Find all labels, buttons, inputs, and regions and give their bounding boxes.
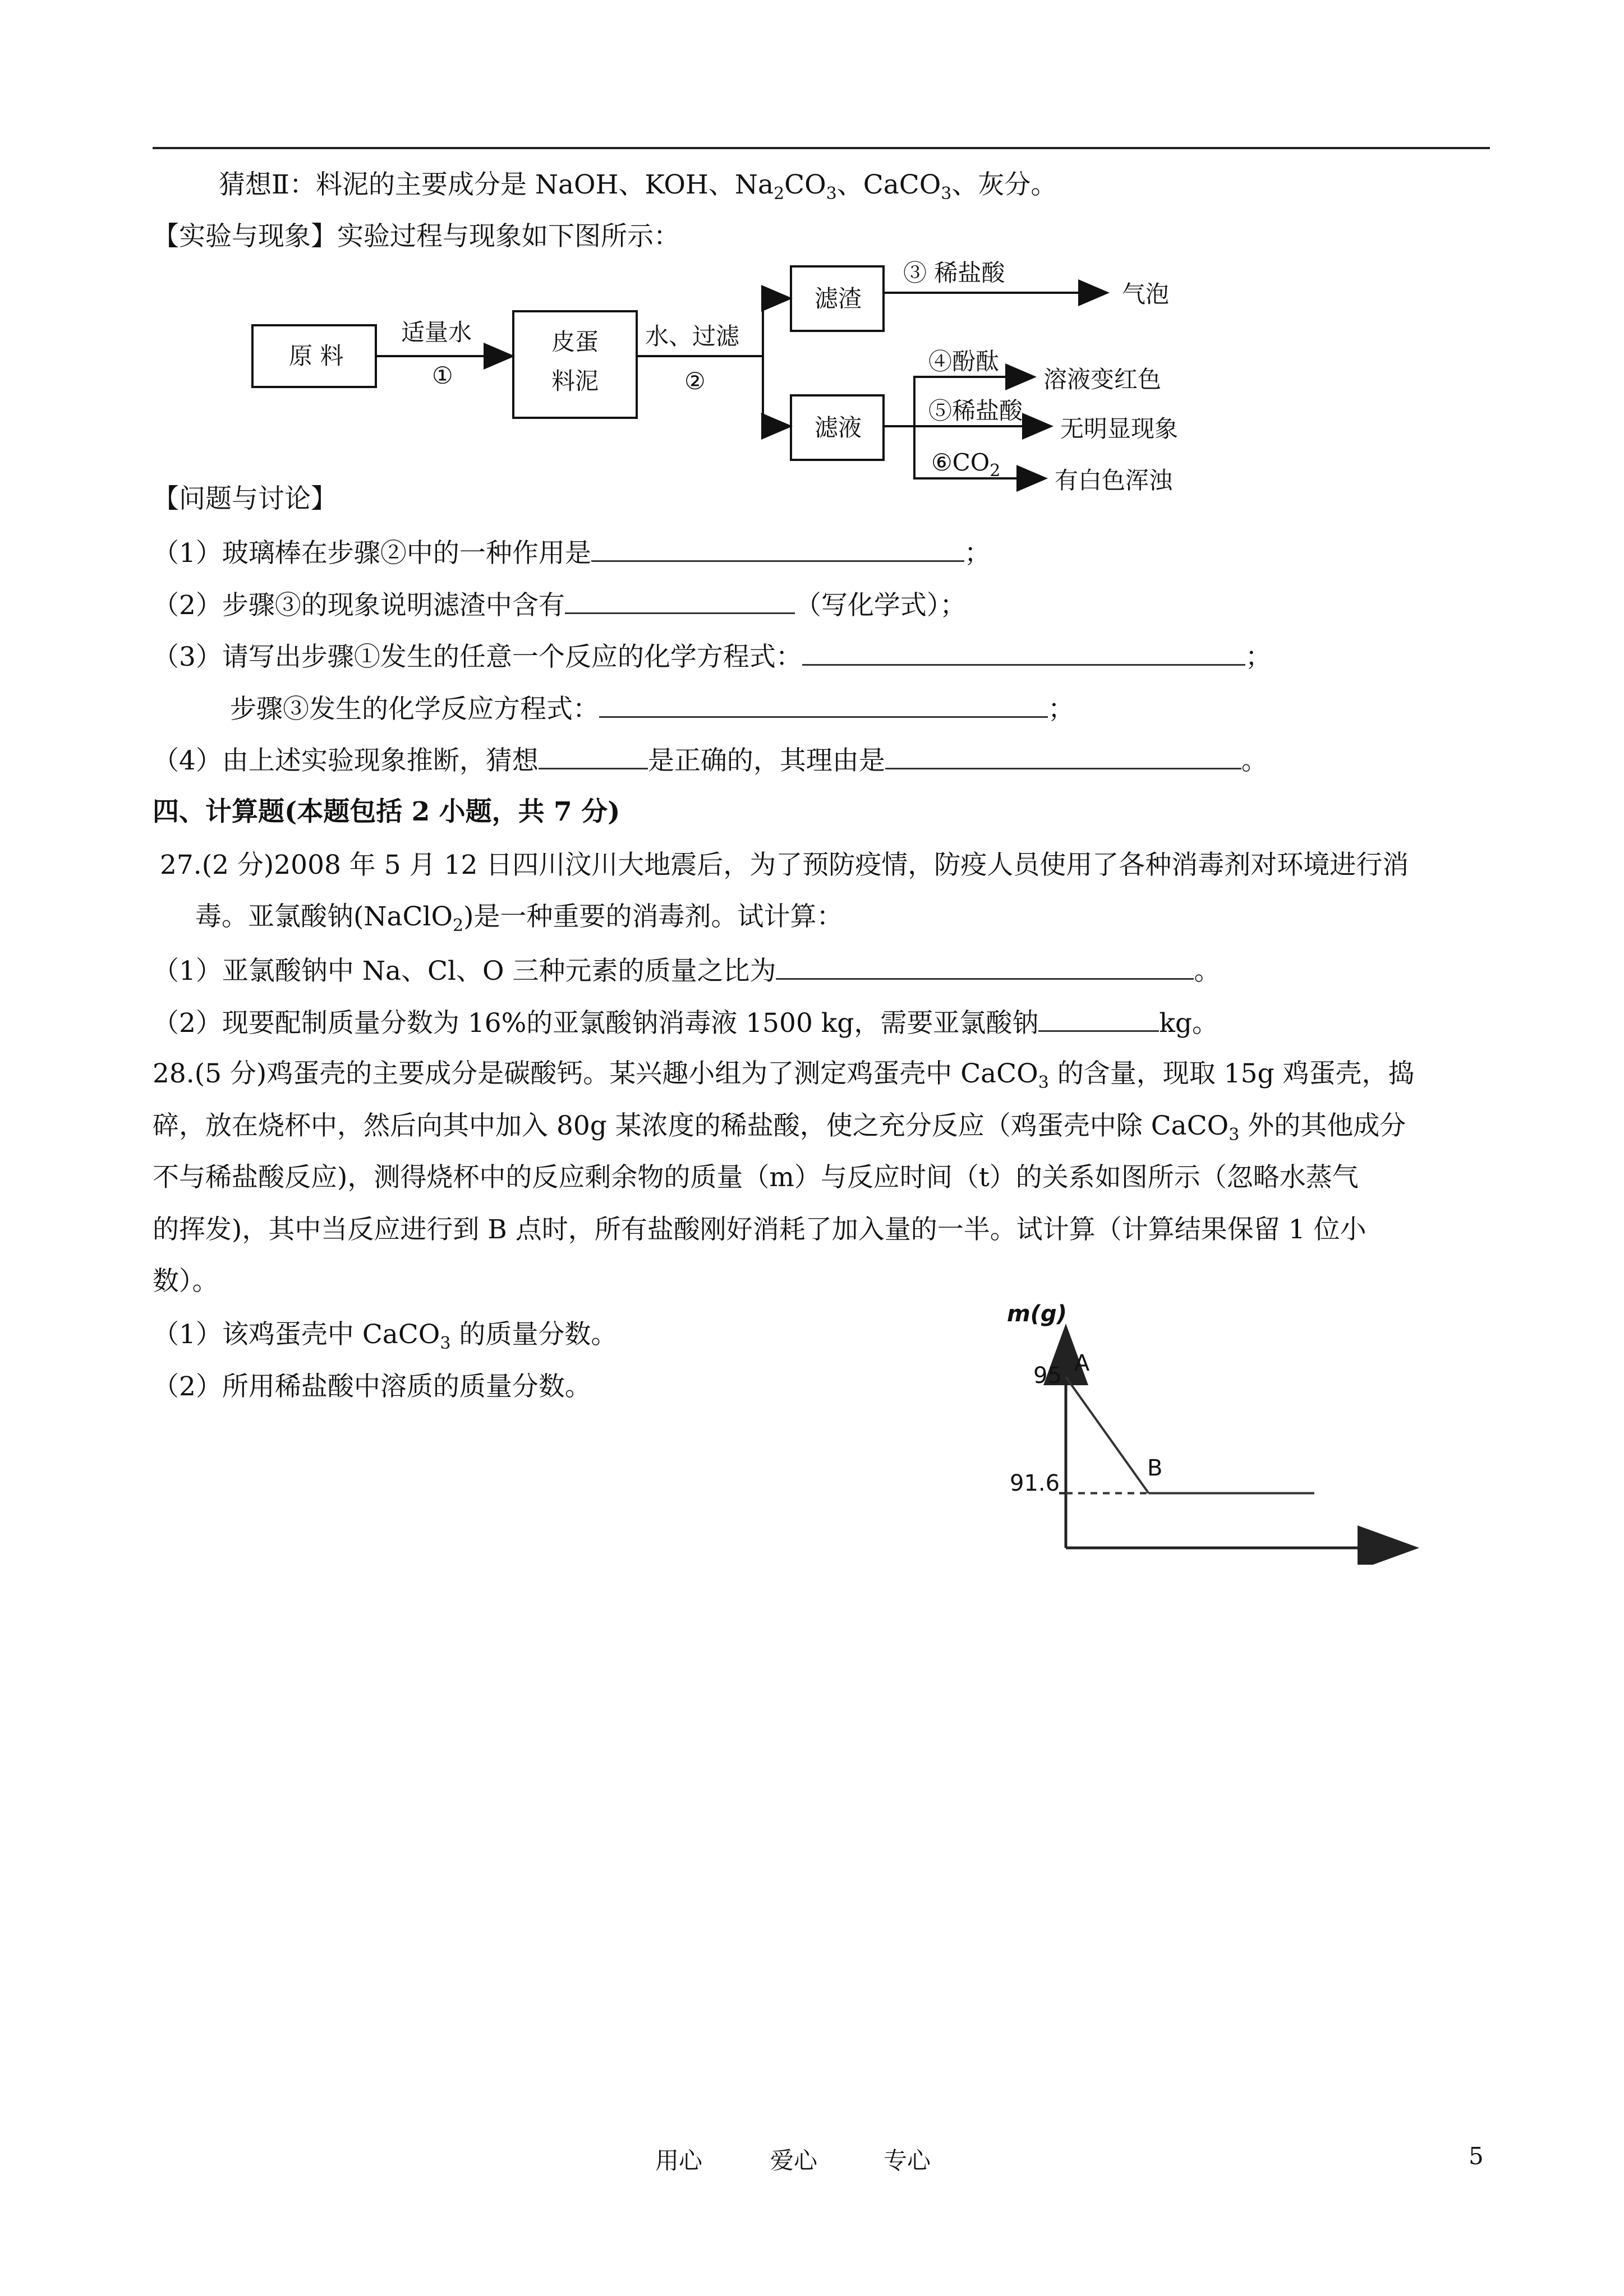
label-result5: 无明显现象 <box>1060 415 1179 442</box>
box-pidan <box>513 311 637 418</box>
question-2: （2）步骤③的现象说明滤渣中含有 （写化学式）； <box>153 588 966 623</box>
experiment-flowchart <box>247 258 1223 522</box>
conjecture-2: 猜想Ⅱ：料泥的主要成分是 NaOH、KOH、$Na_2CO_3$、CaCO$_3$、灰分。 <box>219 169 1057 204</box>
q27-part-1: （1）亚氯酸钠中 Na、Cl、O 三种元素的质量之比为 。 <box>153 953 1220 988</box>
point-label-b: B <box>1147 1455 1163 1481</box>
q28-line-2: 碎，放在烧杯中，然后向其中加入 80g 某浓度的稀盐酸，使之充分反应（鸡蛋壳中除 CaCO$_3$ 外的其他成分 <box>153 1110 1406 1145</box>
answer-blank-3[interactable] <box>802 639 1245 666</box>
q27-line-2: 毒。亚氯酸钠(NaClO$_2$)是一种重要的消毒剂。试计算： <box>195 901 843 935</box>
question-1: （1）玻璃棒在步骤②中的一种作用是 ； <box>153 536 991 570</box>
label-step2-num: ② <box>684 367 706 395</box>
q28-part-1: （1）该鸡蛋壳中 CaCO$_3$ 的质量分数。 <box>153 1319 618 1353</box>
label-filtrate: 滤液 <box>815 414 862 441</box>
answer-blank-2[interactable] <box>565 588 795 614</box>
discussion-heading: 【问题与讨论】 <box>153 483 337 514</box>
label-step6: $⑥CO_2$ <box>931 449 1001 481</box>
experiment-heading: 【实验与现象】实验过程与现象如下图所示： <box>153 221 680 252</box>
label-pidan-1: 皮蛋 <box>551 328 599 356</box>
q27-line-1: 27.(2 分)2008 年 5 月 12 日四川汶川大地震后，为了预防疫情，防疫人员使用了各种消毒剂对环境进行消 <box>160 850 1409 880</box>
answer-blank-4b[interactable] <box>885 743 1241 769</box>
header-rule <box>153 147 1490 149</box>
q28-line-3: 不与稀盐酸反应)，测得烧杯中的反应剩余物的质量（m）与反应时间（t）的关系如图所示（忽略水蒸气 <box>153 1162 1359 1193</box>
series-segment-0 <box>1066 1377 1149 1493</box>
question-3: （3）请写出步骤①发生的任意一个反应的化学方程式： ； <box>153 639 1272 674</box>
mass-time-graph <box>999 1301 1425 1565</box>
page-number: 5 <box>1469 2142 1484 2170</box>
label-result6: 有白色浑浊 <box>1055 467 1173 494</box>
tick-label-95: 95 <box>1033 1363 1062 1389</box>
label-result4: 溶液变红色 <box>1043 366 1162 393</box>
footer-motto-2: 爱心 <box>770 2147 818 2174</box>
label-step3: ③ 稀盐酸 <box>903 259 1005 287</box>
label-step5: ⑤稀盐酸 <box>928 397 1023 425</box>
label-step1-num: ① <box>432 362 453 389</box>
answer-blank-27-2[interactable] <box>1038 1006 1159 1032</box>
label-result3: 气泡 <box>1122 280 1170 308</box>
label-step2: 水、过滤 <box>645 322 740 350</box>
question-4: （4）由上述实验现象推断，猜想 是正确的，其理由是 。 <box>153 743 1268 778</box>
label-residue: 滤渣 <box>815 285 862 312</box>
q28-line-1: 28.(5 分)鸡蛋壳的主要成分是碳酸钙。某兴趣小组为了测定鸡蛋壳中 CaCO$_3$ 的含量，现取 15g 鸡蛋壳，捣 <box>153 1058 1415 1092</box>
answer-blank-27-1[interactable] <box>776 953 1194 980</box>
tick-label-91-6: 91.6 <box>1010 1470 1060 1496</box>
question-3b: 步骤③发生的化学反应方程式： ； <box>230 691 1074 726</box>
q28-line-5: 数）。 <box>153 1266 219 1297</box>
label-raw: 原 料 <box>289 342 344 370</box>
answer-blank-3b[interactable] <box>599 691 1048 718</box>
label-step4: ④酚酞 <box>928 348 1000 375</box>
q28-line-4: 的挥发)，其中当反应进行到 B 点时，所有盐酸刚好消耗了加入量的一半。试计算（计算结果保留 1 位小 <box>153 1214 1367 1245</box>
label-pidan-2: 料泥 <box>551 367 599 395</box>
graph-svg <box>999 1301 1425 1565</box>
point-label-a: A <box>1074 1350 1090 1376</box>
section-4-heading: 四、计算题(本题包括 2 小题，共 7 分) <box>153 796 620 827</box>
q27-part-2: （2）现要配制质量分数为 16%的亚氯酸钠消毒液 1500 kg，需要亚氯酸钠 kg。 <box>153 1006 1218 1040</box>
label-step1: 适量水 <box>401 319 472 346</box>
graph-y-label: m(g) <box>1007 1301 1067 1327</box>
footer-motto-1: 用心 <box>655 2147 703 2174</box>
answer-blank-4a[interactable] <box>539 743 648 769</box>
answer-blank-1[interactable] <box>591 536 964 562</box>
q28-part-2: （2）所用稀盐酸中溶质的质量分数。 <box>153 1371 591 1402</box>
footer-motto-3: 专心 <box>884 2147 931 2174</box>
